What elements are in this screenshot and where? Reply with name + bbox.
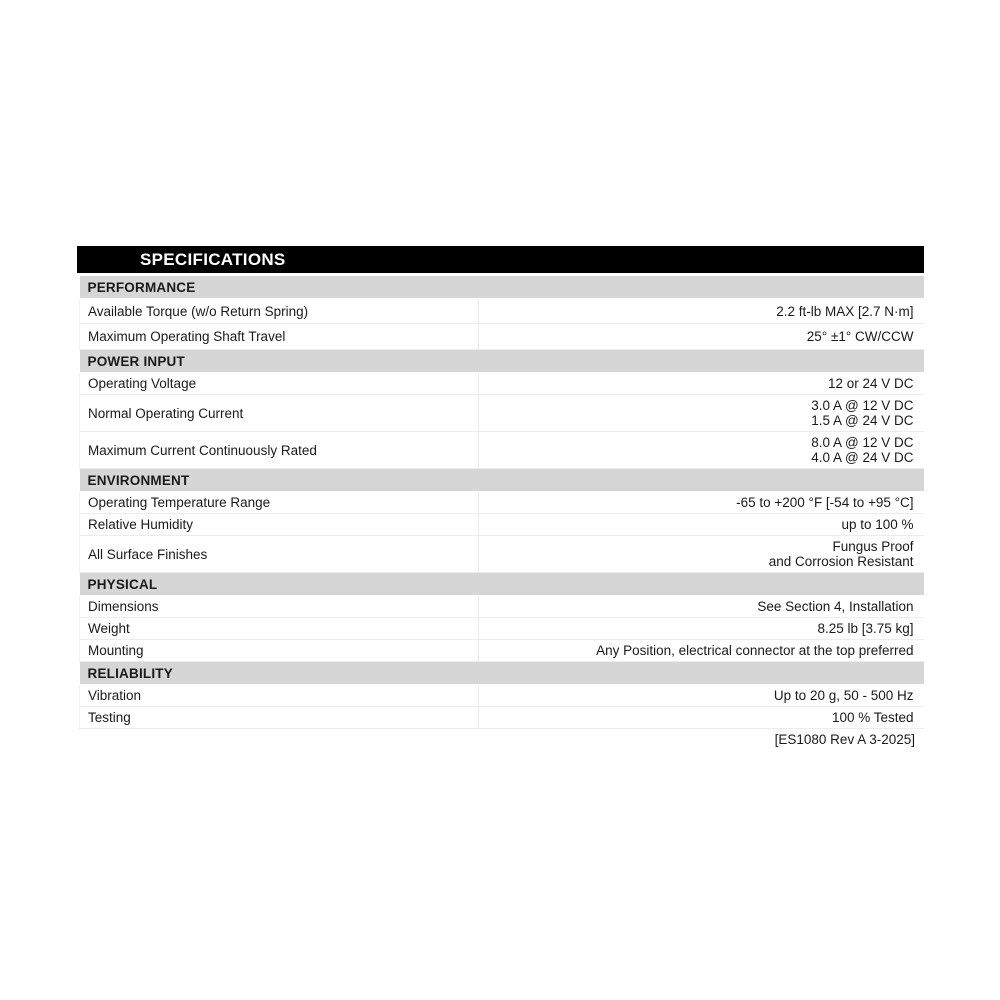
spec-value-line: and Corrosion Resistant (768, 554, 914, 569)
section-title: POWER INPUT (80, 350, 924, 373)
spec-label: Testing (80, 707, 479, 729)
spec-value-line: 3.0 A @ 12 V DC (811, 398, 914, 413)
spec-value (479, 299, 924, 324)
section-title: RELIABILITY (80, 662, 924, 685)
spec-value-line: Any Position, electrical connector at the top preferred (596, 643, 914, 658)
spec-value (479, 514, 924, 536)
spec-label: Mounting (80, 640, 479, 662)
spec-row (80, 618, 924, 640)
spec-row (80, 514, 924, 536)
spec-row (80, 395, 924, 432)
spec-label: Available Torque (w/o Return Spring) (80, 299, 479, 324)
spec-value (479, 685, 924, 707)
spec-value (479, 596, 924, 618)
spec-value-line: up to 100 % (841, 517, 914, 532)
spec-value-line: 2.2 ft-lb MAX [2.7 N·m] (776, 303, 914, 319)
spec-label: Normal Operating Current (80, 395, 479, 432)
section-title: PERFORMANCE (80, 276, 924, 299)
spec-value (479, 536, 924, 573)
section-title: PHYSICAL (80, 573, 924, 596)
spec-table (79, 276, 924, 729)
spec-label: Weight (80, 618, 479, 640)
spec-label: Maximum Operating Shaft Travel (80, 324, 479, 350)
spec-value-line: Fungus Proof (832, 539, 914, 554)
spec-label: Vibration (80, 685, 479, 707)
spec-row (80, 432, 924, 469)
spec-row (80, 596, 924, 618)
section-header (80, 469, 924, 492)
spec-row (80, 373, 924, 395)
spec-value-line: 25° ±1° CW/CCW (806, 329, 914, 344)
spec-sheet (77, 246, 924, 747)
spec-row (80, 492, 924, 514)
spec-table-body (80, 276, 924, 729)
spec-value-line: Up to 20 g, 50 - 500 Hz (773, 688, 914, 703)
spec-value (479, 492, 924, 514)
spec-value (479, 707, 924, 729)
spec-value-line: 1.5 A @ 24 V DC (811, 413, 914, 428)
spec-value (479, 432, 924, 469)
spec-label: Maximum Current Continuously Rated (80, 432, 479, 469)
section-header (80, 276, 924, 299)
spec-value-line: 4.0 A @ 24 V DC (811, 450, 914, 465)
spec-label: All Surface Finishes (80, 536, 479, 573)
spec-value (479, 395, 924, 432)
spec-label: Operating Voltage (80, 373, 479, 395)
spec-row (80, 299, 924, 324)
spec-value-line: 100 % Tested (831, 710, 914, 725)
spec-row (80, 685, 924, 707)
spec-label: Relative Humidity (80, 514, 479, 536)
spec-label: Dimensions (80, 596, 479, 618)
spec-value-line: 8.0 A @ 12 V DC (811, 435, 914, 450)
spec-row (80, 536, 924, 573)
spec-value-line: -65 to +200 °F [-54 to +95 °C] (736, 495, 914, 510)
section-header (80, 573, 924, 596)
spec-value-line: 8.25 lb [3.75 kg] (817, 621, 914, 636)
spec-row (80, 324, 924, 350)
spec-value (479, 373, 924, 395)
spec-value (479, 640, 924, 662)
section-header (80, 350, 924, 373)
spec-value-line: See Section 4, Installation (757, 599, 914, 614)
section-title: ENVIRONMENT (80, 469, 924, 492)
spec-row (80, 640, 924, 662)
spec-title: SPECIFICATIONS (77, 246, 924, 273)
spec-row (80, 707, 924, 729)
spec-value-line: 12 or 24 V DC (827, 376, 914, 391)
document-reference: [ES1080 Rev A 3-2025] (774, 732, 915, 747)
spec-label: Operating Temperature Range (80, 492, 479, 514)
spec-value (479, 324, 924, 350)
spec-value (479, 618, 924, 640)
section-header (80, 662, 924, 685)
